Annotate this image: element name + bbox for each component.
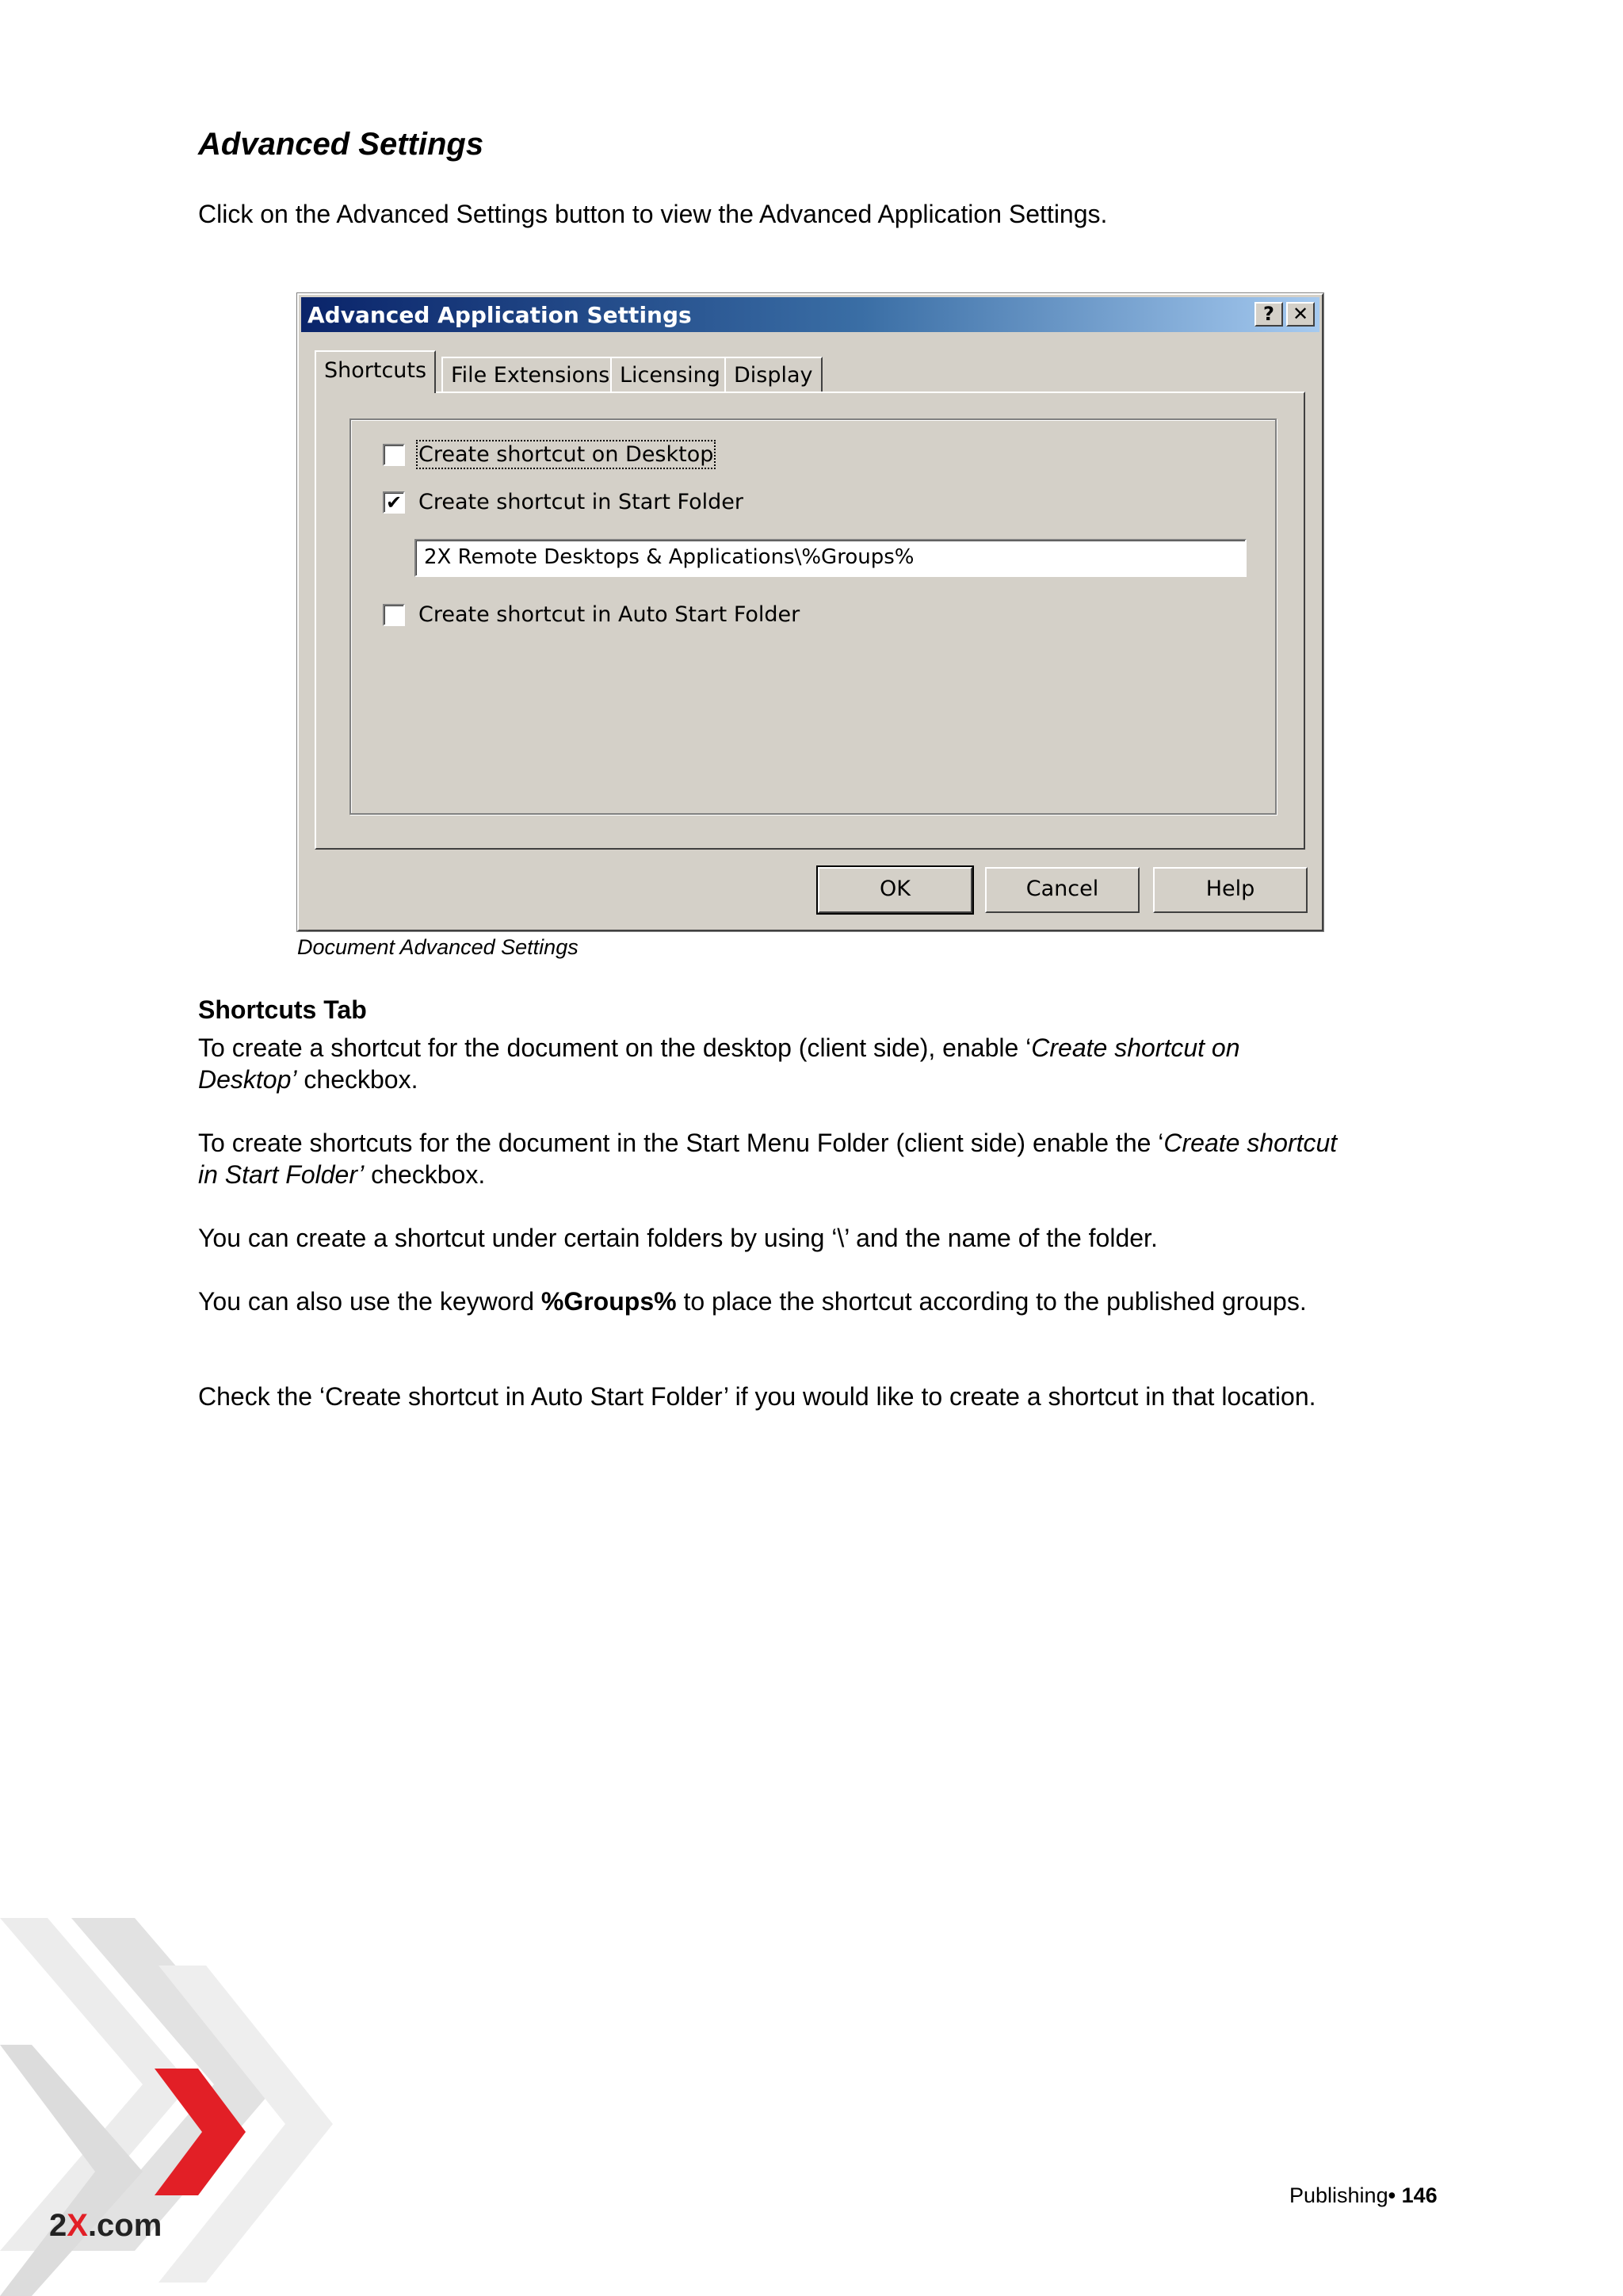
start-folder-path-input[interactable]: 2X Remote Desktops & Applications\%Groups% [414,539,1247,577]
tab-shortcuts[interactable]: Shortcuts [315,350,436,393]
p4-keyword: %Groups% [540,1287,677,1316]
help-button[interactable]: Help [1153,867,1308,913]
logo-prefix: 2 [49,2208,67,2243]
shortcuts-group-box [349,418,1277,815]
page-footer [1289,2183,1438,2208]
tab-licensing[interactable]: Licensing [610,357,730,392]
paragraph-auto-start: Check the ‘Create shortcut in Auto Start Folder’ if you would like to create a shortcut in that location. [198,1382,1316,1411]
p4-text: You can also use the keyword [198,1287,541,1316]
tab-file-extensions[interactable]: File Extensions [441,357,619,392]
intro-paragraph: Click on the Advanced Settings button to view the Advanced Application Settings. [198,200,1108,228]
auto-start-shortcut-checkbox[interactable] [383,604,405,626]
footer-section: Publishing [1289,2183,1388,2207]
brand-logo [49,2208,162,2244]
p1-text: To create a shortcut for the document on the desktop (client side), enable ‘ [198,1033,1032,1062]
logo-x: X [67,2208,88,2243]
start-folder-shortcut-label: Create shortcut in Start Folder [418,490,743,514]
p1-emphasis: Create shortcut on Desktop’ [198,1033,1240,1094]
figure-caption: Document Advanced Settings [297,935,579,959]
subsection-title: Shortcuts Tab [198,995,367,1024]
p4-text-end: to place the shortcut according to the published groups. [676,1287,1307,1316]
footer-bullet: • [1388,2183,1396,2207]
paragraph-desktop-shortcut [198,1032,1339,1095]
dialog-titlebar [301,297,1319,332]
close-icon[interactable]: ✕ [1286,302,1315,327]
page-number: 146 [1401,2183,1438,2207]
help-question-icon[interactable]: ? [1254,302,1283,327]
tab-display[interactable]: Display [724,357,823,392]
p2-text-end: checkbox. [364,1160,486,1189]
start-folder-shortcut-checkbox[interactable]: ✔ [383,491,405,514]
paragraph-start-folder [198,1127,1339,1190]
paragraph-folders: You can create a shortcut under certain folders by using ‘\’ and the name of the folder. [198,1224,1158,1252]
shortcuts-tab-panel [315,392,1305,850]
p2-emphasis: Create shortcut in Start Folder’ [198,1129,1338,1189]
p2-text: To create shortcuts for the document in the Start Menu Folder (client side) enable the ‘ [198,1129,1164,1157]
section-heading: Advanced Settings [198,127,484,162]
paragraph-groups-keyword [198,1286,1339,1317]
advanced-application-settings-dialog [297,293,1323,931]
auto-start-shortcut-label: Create shortcut in Auto Start Folder [418,602,800,627]
dialog-title: Advanced Application Settings [307,302,692,328]
desktop-shortcut-checkbox[interactable] [383,444,405,466]
ok-button[interactable]: OK [818,867,972,913]
p1-text-end: checkbox. [296,1065,418,1094]
cancel-button[interactable]: Cancel [985,867,1140,913]
desktop-shortcut-label: Create shortcut on Desktop [418,442,714,467]
logo-suffix: .com [87,2208,162,2243]
